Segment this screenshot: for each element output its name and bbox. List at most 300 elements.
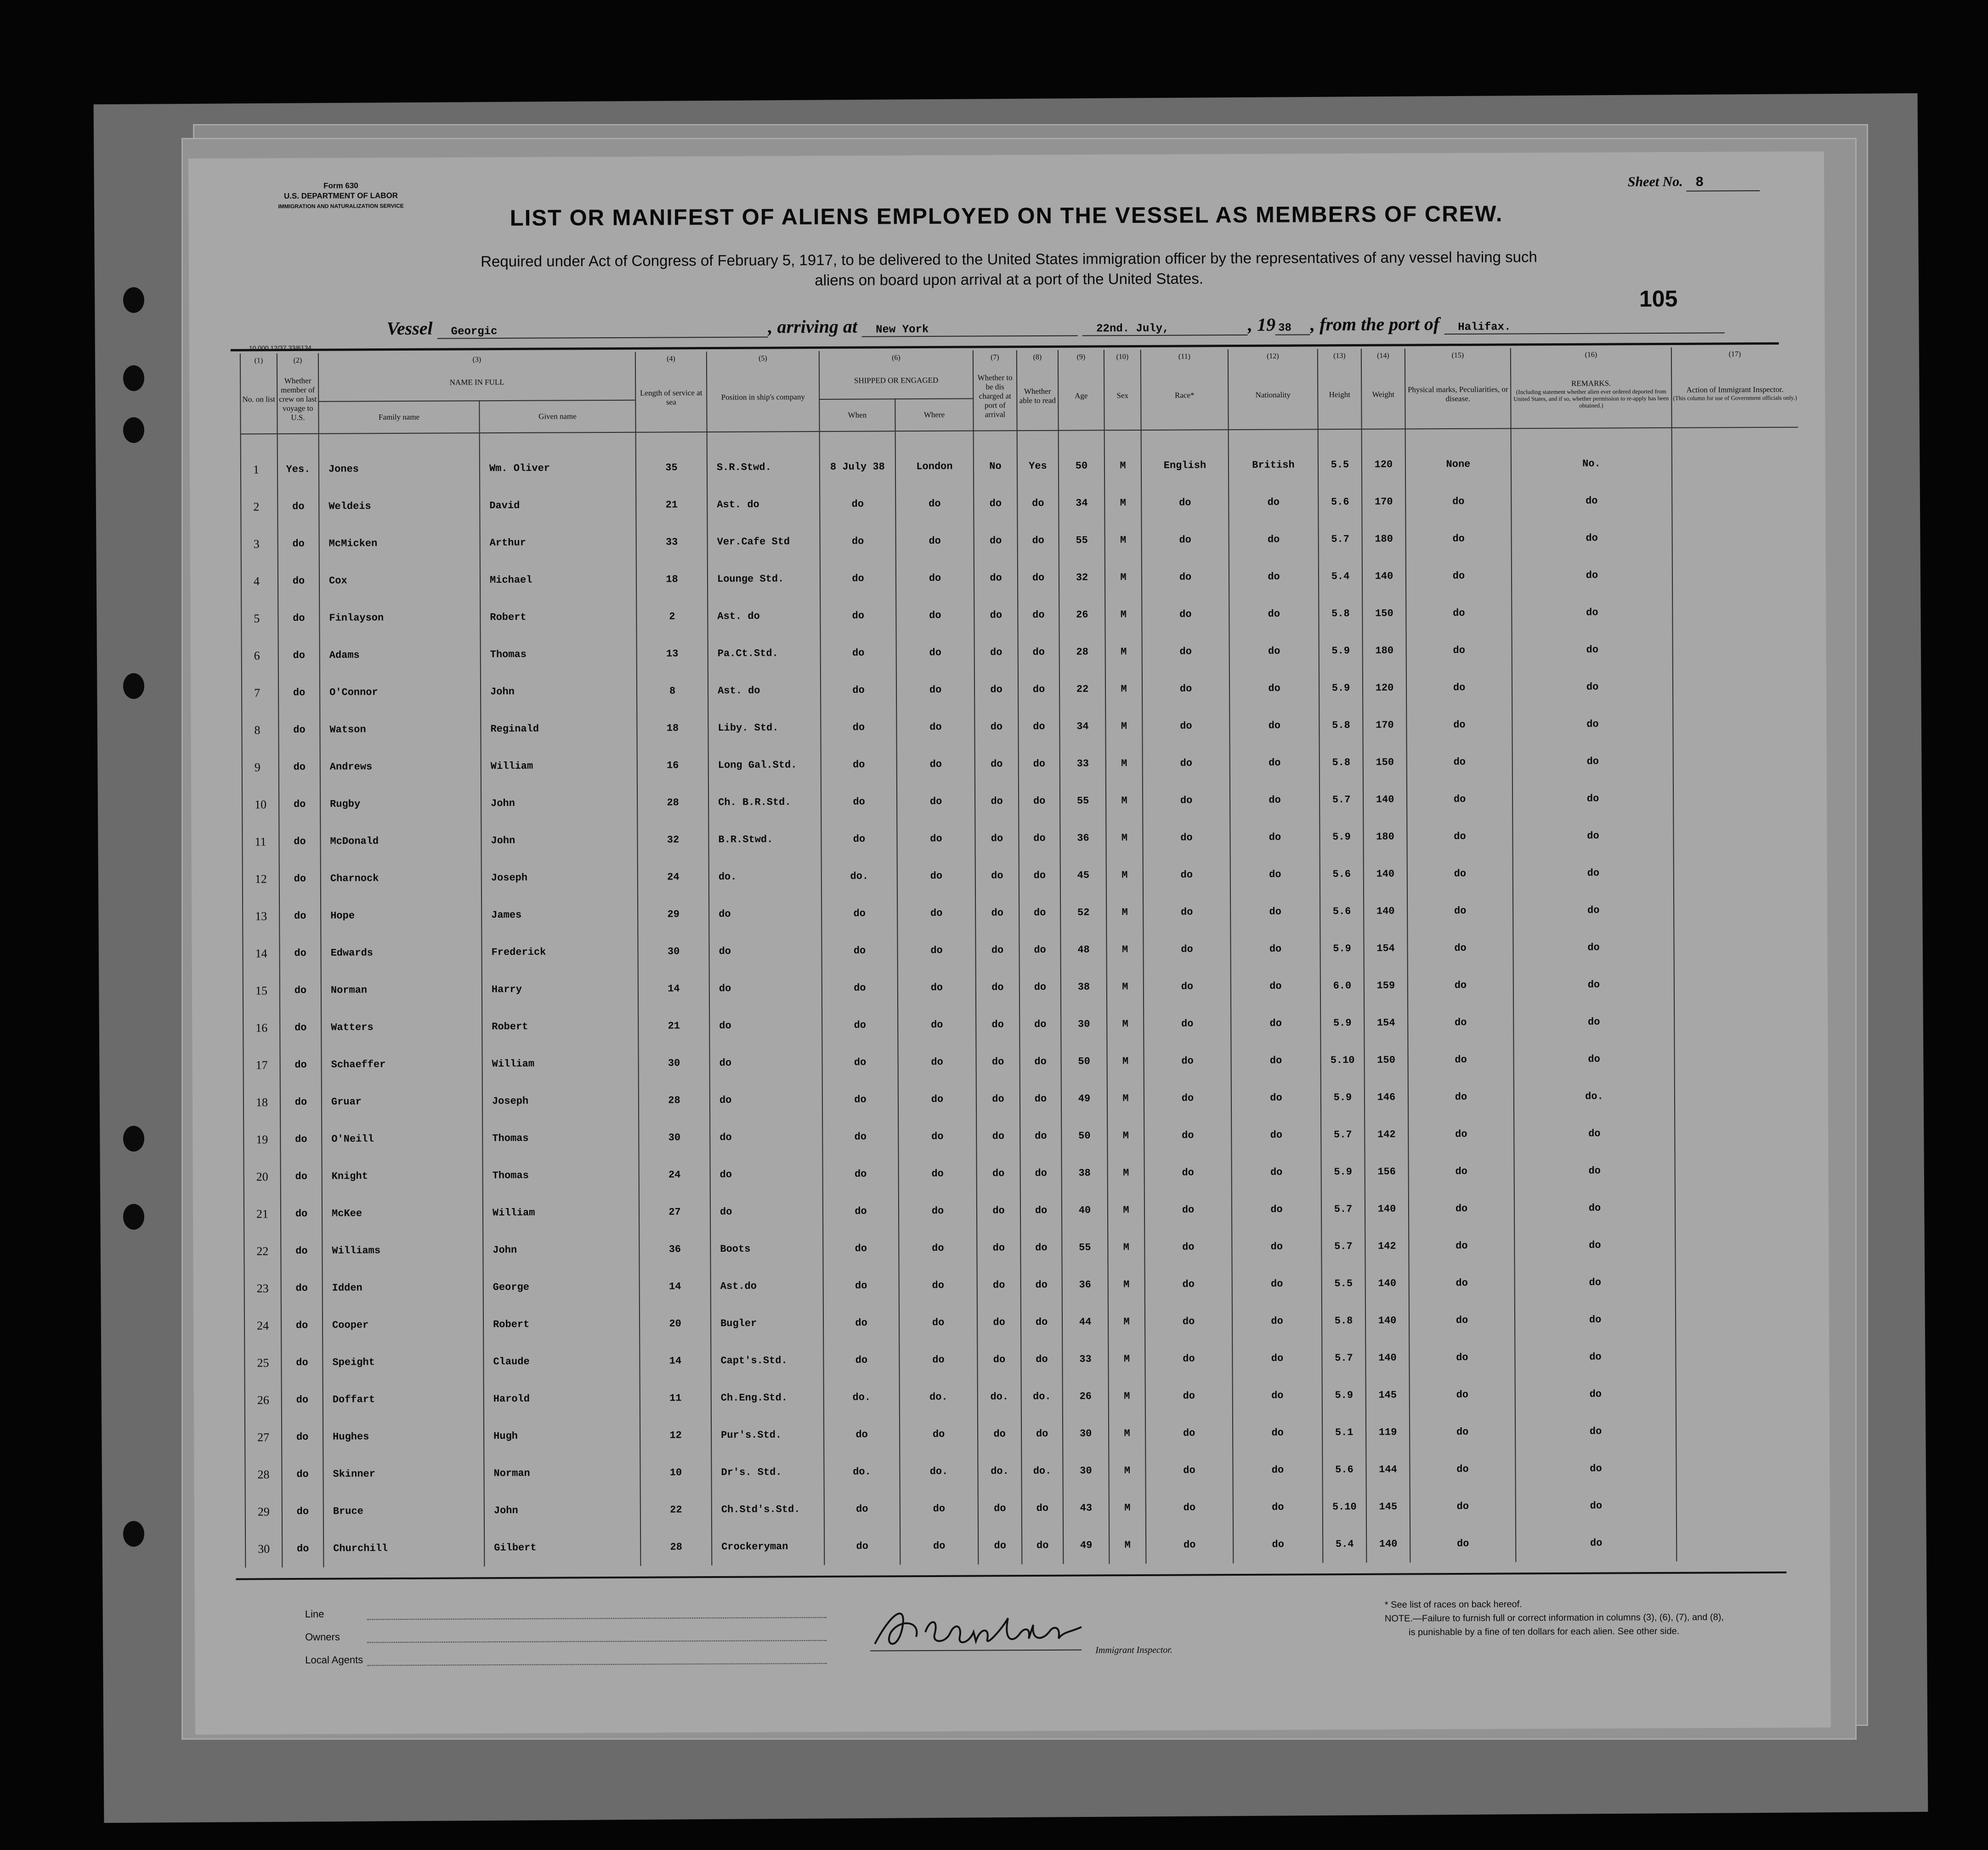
position-cell: S.R.Stwd. bbox=[707, 431, 820, 486]
family-name-cell: Doffart bbox=[323, 1380, 484, 1419]
remarks-cell: do bbox=[1514, 1189, 1675, 1227]
age-cell: 50 bbox=[1059, 430, 1105, 484]
discharged-cell: do bbox=[974, 708, 1018, 745]
crew-row bbox=[243, 965, 1801, 1010]
shipped-when-cell: do bbox=[823, 1192, 899, 1230]
sex-cell: M bbox=[1106, 894, 1143, 931]
prior-voyage-cell: do bbox=[278, 711, 320, 749]
nationality-cell: do bbox=[1230, 744, 1320, 782]
able-to-read-cell: do bbox=[1021, 1341, 1062, 1378]
family-name-cell: O'Connor bbox=[320, 673, 481, 711]
discharged-cell: do bbox=[974, 485, 1017, 522]
col-num-13: (13) bbox=[1318, 349, 1361, 361]
race-cell: do bbox=[1144, 1228, 1232, 1266]
service-length-cell: 30 bbox=[638, 933, 709, 970]
physical-marks-cell: do bbox=[1405, 482, 1511, 520]
remarks-cell: do bbox=[1512, 594, 1672, 632]
shipped-where-cell: do bbox=[896, 560, 974, 597]
weight-cell: 142 bbox=[1365, 1116, 1408, 1153]
row-number-cell: 11 bbox=[242, 823, 279, 860]
able-to-read-cell: do bbox=[1020, 1155, 1061, 1192]
arriving-label: , arriving at bbox=[768, 316, 858, 337]
race-cell: do bbox=[1141, 521, 1229, 559]
inspector-action-cell bbox=[1675, 1189, 1801, 1226]
position-cell: do bbox=[709, 895, 821, 933]
shipped-where-cell: do bbox=[898, 1155, 976, 1193]
age-cell: 50 bbox=[1061, 1117, 1107, 1154]
prior-voyage-cell: do bbox=[282, 1381, 323, 1419]
able-to-read-cell: do bbox=[1019, 894, 1060, 931]
position-cell: Ast. do bbox=[708, 672, 821, 709]
height-cell: 5.6 bbox=[1320, 856, 1364, 893]
shipped-where-cell: do bbox=[899, 1304, 977, 1342]
family-name-cell: Skinner bbox=[323, 1455, 484, 1493]
able-to-read-cell: do bbox=[1021, 1415, 1063, 1453]
remarks-cell: do bbox=[1512, 668, 1673, 706]
age-cell: 44 bbox=[1062, 1303, 1108, 1340]
height-cell: 5.9 bbox=[1320, 1004, 1364, 1042]
sex-cell: M bbox=[1106, 931, 1143, 968]
inspector-action-cell bbox=[1673, 779, 1800, 817]
discharged-cell: do bbox=[975, 931, 1019, 969]
discharged-cell: do bbox=[978, 1527, 1022, 1564]
prior-voyage-cell: do bbox=[282, 1456, 323, 1493]
crew-row bbox=[245, 1524, 1803, 1568]
form-number: Form 630 bbox=[323, 181, 358, 190]
physical-marks-cell: do bbox=[1408, 1152, 1514, 1190]
age-cell: 55 bbox=[1060, 782, 1106, 819]
shipped-where-cell: do bbox=[897, 820, 975, 858]
given-name-cell: Thomas bbox=[482, 1119, 639, 1157]
inspector-action-cell bbox=[1674, 928, 1800, 966]
family-name-cell: Watters bbox=[321, 1008, 482, 1046]
crew-row bbox=[243, 854, 1800, 898]
shipped-when-cell: do bbox=[822, 1155, 898, 1193]
given-name-cell: Michael bbox=[480, 561, 636, 599]
family-name-cell: Edwards bbox=[321, 934, 481, 972]
prior-voyage-cell: do bbox=[280, 1046, 321, 1084]
race-cell: do bbox=[1142, 633, 1229, 670]
nationality-cell: do bbox=[1230, 893, 1320, 931]
crew-row bbox=[241, 519, 1798, 563]
physical-marks-cell: do bbox=[1405, 520, 1511, 557]
sex-cell: M bbox=[1109, 1489, 1146, 1527]
prior-voyage-cell: do bbox=[280, 1121, 322, 1158]
height-cell: 5.9 bbox=[1319, 632, 1363, 670]
shipped-where-cell: do bbox=[899, 1192, 977, 1230]
shipped-when-cell: do bbox=[821, 783, 897, 821]
service-length-cell: 29 bbox=[638, 896, 709, 933]
physical-marks-cell: do bbox=[1409, 1264, 1515, 1302]
able-to-read-cell: do bbox=[1021, 1266, 1062, 1304]
race-cell: do bbox=[1146, 1489, 1233, 1527]
given-name-cell: John bbox=[484, 1492, 640, 1529]
col-num-5: (5) bbox=[707, 351, 819, 363]
shipped-when-cell: do bbox=[822, 1118, 898, 1156]
height-cell: 5.10 bbox=[1323, 1488, 1366, 1526]
remarks-cell: do bbox=[1516, 1524, 1676, 1562]
race-cell: do bbox=[1143, 893, 1230, 931]
binder-hole bbox=[123, 1521, 144, 1547]
prior-voyage-cell: do bbox=[281, 1195, 322, 1232]
family-name-cell: Finlayson bbox=[319, 599, 480, 637]
height-cell: 5.7 bbox=[1322, 1339, 1365, 1377]
crew-row bbox=[242, 742, 1800, 786]
shipped-where-cell: do bbox=[895, 485, 974, 523]
inspector-action-cell bbox=[1673, 817, 1800, 854]
discharged-cell: do bbox=[978, 1490, 1022, 1527]
physical-marks-cell: do bbox=[1407, 743, 1512, 781]
header-nationality: Nationality bbox=[1228, 361, 1318, 430]
able-to-read-cell: do bbox=[1022, 1527, 1063, 1564]
weight-cell: 120 bbox=[1362, 429, 1406, 483]
family-name-cell: O'Neill bbox=[322, 1120, 482, 1158]
family-name-cell: Hughes bbox=[323, 1418, 484, 1456]
family-name-cell: Speight bbox=[323, 1343, 483, 1381]
shipped-where-cell: do bbox=[899, 1341, 977, 1379]
owners-field bbox=[367, 1640, 827, 1643]
given-name-cell: Gilbert bbox=[484, 1529, 640, 1566]
shipped-when-cell: do bbox=[824, 1527, 900, 1565]
remarks-cell: do bbox=[1516, 1487, 1676, 1525]
remarks-cell: do bbox=[1514, 1115, 1675, 1153]
col-num-16: (16) bbox=[1511, 347, 1671, 360]
height-cell: 5.6 bbox=[1318, 483, 1362, 521]
race-cell: do bbox=[1143, 744, 1230, 782]
family-name-cell: Churchill bbox=[323, 1529, 484, 1567]
row-number-cell: 29 bbox=[245, 1493, 282, 1530]
family-name-cell: Williams bbox=[322, 1231, 483, 1270]
inspector-action-cell bbox=[1676, 1524, 1803, 1561]
shipped-where-cell: do bbox=[897, 783, 975, 821]
shipped-when-cell: do. bbox=[824, 1379, 900, 1416]
remarks-note: (Including statement whether alien ever ordered deported from United States, and if so, whether permission to re-apply has been obtained.) bbox=[1513, 387, 1669, 409]
header-where: Where bbox=[895, 399, 973, 431]
nationality-cell: do bbox=[1230, 930, 1320, 968]
position-cell: do bbox=[709, 932, 821, 970]
prior-voyage-cell: do bbox=[281, 1307, 323, 1344]
shipped-where-cell: do bbox=[899, 1230, 977, 1267]
col-num-11: (11) bbox=[1141, 349, 1228, 362]
crew-row bbox=[242, 668, 1799, 712]
weight-cell: 150 bbox=[1363, 743, 1407, 781]
shipped-where-cell: do bbox=[898, 1081, 976, 1118]
discharged-cell: do bbox=[974, 596, 1018, 634]
age-cell: 45 bbox=[1060, 857, 1106, 894]
age-cell: 49 bbox=[1061, 1080, 1107, 1117]
nationality-cell: do bbox=[1229, 670, 1319, 707]
family-name-cell: Rugby bbox=[320, 785, 481, 823]
shipped-when-cell: do bbox=[821, 709, 896, 746]
row-number-cell: 15 bbox=[243, 972, 280, 1009]
family-name-cell: Adams bbox=[320, 636, 481, 674]
shipped-where-cell: do bbox=[898, 1006, 976, 1044]
age-cell: 22 bbox=[1059, 670, 1105, 708]
weight-cell: 140 bbox=[1364, 855, 1407, 892]
crew-row bbox=[241, 556, 1799, 600]
race-cell: do bbox=[1142, 558, 1229, 596]
race-cell: do bbox=[1143, 819, 1230, 857]
nationality-cell: do bbox=[1229, 521, 1318, 558]
race-cell: do bbox=[1145, 1452, 1233, 1489]
height-cell: 5.9 bbox=[1321, 1153, 1365, 1191]
remarks-cell: do bbox=[1514, 1152, 1675, 1190]
given-name-cell: William bbox=[483, 1194, 639, 1231]
crew-row bbox=[241, 482, 1798, 526]
col-num-2: (2) bbox=[277, 353, 318, 365]
immigrant-inspector-label: Immigrant Inspector. bbox=[1095, 1645, 1172, 1656]
arrival-port: New York bbox=[862, 323, 1078, 337]
row-number-cell: 20 bbox=[244, 1158, 280, 1195]
given-name-cell: William bbox=[481, 747, 637, 785]
shipped-where-cell: do bbox=[898, 969, 976, 1007]
print-code: 10 000 12/37 33/6134 bbox=[249, 344, 312, 352]
header-position: Position in ship's company bbox=[707, 363, 820, 432]
physical-marks-cell: do bbox=[1409, 1301, 1515, 1339]
given-name-cell: Arthur bbox=[480, 524, 636, 562]
weight-cell: 150 bbox=[1364, 1041, 1408, 1078]
race-note: * See list of races on back hereof. bbox=[1384, 1599, 1522, 1610]
discharged-cell: do bbox=[975, 745, 1019, 783]
race-cell: do bbox=[1144, 1005, 1231, 1043]
given-name-cell: Thomas bbox=[482, 1157, 639, 1194]
service-length-cell: 33 bbox=[636, 523, 707, 561]
weight-cell: 170 bbox=[1363, 706, 1406, 743]
remarks-cell: do bbox=[1512, 631, 1673, 669]
age-cell: 48 bbox=[1060, 931, 1106, 968]
inspector-action-cell bbox=[1672, 593, 1799, 631]
arrival-date: 22nd. July, bbox=[1082, 322, 1248, 336]
shipped-where-cell: do bbox=[897, 746, 975, 783]
race-cell: do bbox=[1146, 1526, 1233, 1564]
binder-hole bbox=[123, 417, 144, 443]
document-subtitle bbox=[373, 246, 1645, 292]
age-cell: 30 bbox=[1061, 1005, 1107, 1043]
remarks-cell: do bbox=[1513, 891, 1674, 930]
position-cell: Bugler bbox=[711, 1305, 823, 1342]
weight-cell: 180 bbox=[1363, 632, 1406, 669]
row-number-cell: 3 bbox=[241, 525, 278, 562]
shipped-when-cell: do bbox=[823, 1341, 899, 1379]
height-cell: 5.7 bbox=[1321, 1228, 1365, 1265]
height-cell: 5.10 bbox=[1320, 1042, 1364, 1079]
race-cell: do bbox=[1143, 782, 1230, 819]
col-num-3: (3) bbox=[318, 352, 635, 365]
height-cell: 5.8 bbox=[1319, 707, 1363, 744]
position-cell: do bbox=[710, 1081, 822, 1119]
action-title: Action of Immigrant Inspector. bbox=[1686, 385, 1784, 394]
crew-row bbox=[242, 630, 1799, 675]
row-number-cell: 24 bbox=[244, 1307, 281, 1344]
sex-cell: M bbox=[1105, 670, 1142, 708]
sex-cell: M bbox=[1106, 745, 1143, 782]
service-length-cell: 30 bbox=[639, 1119, 710, 1157]
header-row bbox=[240, 359, 1798, 402]
able-to-read-cell: do bbox=[1022, 1490, 1063, 1527]
shipped-when-cell: do bbox=[822, 1006, 898, 1044]
weight-cell: 140 bbox=[1364, 892, 1407, 930]
height-cell: 5.5 bbox=[1318, 429, 1362, 483]
prior-voyage-cell: do bbox=[280, 972, 321, 1009]
nationality-cell: do bbox=[1233, 1488, 1323, 1526]
physical-marks-cell: do bbox=[1408, 966, 1513, 1004]
nationality-cell: do bbox=[1233, 1451, 1322, 1489]
inspector-action-cell bbox=[1672, 556, 1799, 594]
manifest-footer bbox=[236, 1572, 1787, 1718]
service-length-cell: 14 bbox=[638, 970, 709, 1008]
shipped-where-cell: do bbox=[900, 1490, 978, 1528]
shipped-where-cell: do bbox=[896, 597, 974, 635]
shipped-where-cell: do bbox=[897, 895, 975, 932]
crew-row bbox=[245, 1412, 1802, 1456]
departure-port: Halifax. bbox=[1444, 320, 1724, 335]
prior-voyage-cell: do bbox=[279, 786, 320, 823]
race-cell: English bbox=[1141, 430, 1229, 484]
position-cell: do bbox=[710, 1118, 822, 1156]
binder-hole bbox=[123, 1204, 144, 1230]
nationality-cell: do bbox=[1229, 632, 1319, 670]
discharged-cell: do bbox=[974, 671, 1018, 708]
inspector-action-cell bbox=[1674, 891, 1800, 929]
service-length-cell: 28 bbox=[637, 784, 708, 822]
able-to-read-cell: do bbox=[1018, 708, 1059, 745]
race-cell: do bbox=[1144, 1154, 1231, 1192]
height-cell: 5.7 bbox=[1320, 781, 1363, 818]
shipped-where-cell: do bbox=[897, 857, 975, 895]
col-num-15: (15) bbox=[1405, 348, 1511, 360]
shipped-when-cell: do bbox=[821, 820, 897, 858]
age-cell: 38 bbox=[1061, 968, 1107, 1005]
service-length-cell: 22 bbox=[640, 1491, 712, 1529]
row-number-cell: 2 bbox=[241, 488, 278, 525]
row-number-cell: 1 bbox=[241, 434, 278, 488]
height-cell: 5.7 bbox=[1321, 1116, 1365, 1153]
nationality-cell: do bbox=[1233, 1526, 1323, 1563]
service-length-cell: 35 bbox=[636, 432, 708, 487]
row-number-cell: 18 bbox=[244, 1084, 280, 1121]
family-name-cell: Bruce bbox=[323, 1492, 484, 1530]
service-length-cell: 24 bbox=[639, 1156, 710, 1194]
service-length-cell: 27 bbox=[639, 1193, 710, 1231]
height-cell: 5.7 bbox=[1318, 521, 1362, 558]
col-num-4: (4) bbox=[635, 352, 707, 364]
position-cell: do. bbox=[709, 858, 821, 896]
shipped-where-cell: do bbox=[900, 1416, 978, 1453]
row-number-cell: 21 bbox=[244, 1195, 281, 1232]
crew-row bbox=[244, 1300, 1802, 1345]
height-cell: 5.7 bbox=[1321, 1191, 1365, 1228]
physical-marks-cell: do bbox=[1406, 706, 1512, 743]
service-length-cell: 21 bbox=[638, 1007, 709, 1045]
able-to-read-cell: do bbox=[1018, 671, 1059, 708]
age-cell: 30 bbox=[1063, 1452, 1109, 1489]
weight-cell: 140 bbox=[1363, 781, 1407, 818]
crew-row bbox=[245, 1449, 1802, 1493]
header-family-name: Family name bbox=[318, 401, 479, 434]
family-name-cell: McDonald bbox=[320, 822, 481, 860]
sex-cell: M bbox=[1107, 1005, 1144, 1043]
nationality-cell: do bbox=[1229, 558, 1319, 596]
inspector-action-cell bbox=[1676, 1338, 1802, 1375]
remarks-cell: do bbox=[1512, 743, 1673, 781]
inspector-action-cell bbox=[1673, 742, 1800, 780]
given-name-cell: William bbox=[482, 1045, 638, 1083]
given-name-cell: Wm. Oliver bbox=[480, 432, 636, 487]
able-to-read-cell: do bbox=[1018, 634, 1059, 671]
remarks-cell: do bbox=[1515, 1338, 1676, 1376]
given-name-cell: Harold bbox=[484, 1380, 640, 1418]
position-cell: do bbox=[710, 1193, 823, 1231]
from-port-label: , from the port of bbox=[1310, 313, 1440, 335]
prior-voyage-cell: do bbox=[278, 488, 319, 525]
col-num-17: (17) bbox=[1671, 347, 1798, 359]
manifest-sheet bbox=[188, 151, 1831, 1735]
prior-voyage-cell: do bbox=[282, 1419, 323, 1456]
height-cell: 5.9 bbox=[1322, 1377, 1366, 1414]
sex-cell: M bbox=[1104, 430, 1142, 484]
nationality-cell: do bbox=[1233, 1414, 1322, 1452]
given-name-cell: George bbox=[483, 1268, 640, 1306]
binder-hole bbox=[123, 287, 144, 313]
nationality-cell: do bbox=[1232, 1191, 1321, 1228]
col-num-14: (14) bbox=[1361, 348, 1405, 360]
age-cell: 36 bbox=[1062, 1266, 1108, 1303]
family-name-cell: Knight bbox=[322, 1157, 482, 1195]
physical-marks-cell: do bbox=[1408, 1078, 1514, 1116]
height-cell: 5.6 bbox=[1322, 1451, 1366, 1488]
family-name-cell: McKee bbox=[322, 1194, 483, 1232]
crew-row bbox=[244, 1114, 1801, 1158]
able-to-read-cell: do bbox=[1017, 522, 1059, 559]
row-number-cell: 12 bbox=[243, 860, 279, 897]
shipped-when-cell: do bbox=[820, 560, 896, 597]
discharged-cell: do bbox=[976, 1006, 1019, 1043]
position-cell: Pa.Ct.Std. bbox=[708, 635, 821, 672]
binder-hole bbox=[123, 365, 144, 391]
age-cell: 30 bbox=[1063, 1415, 1109, 1452]
service-length-cell: 14 bbox=[640, 1268, 711, 1305]
age-cell: 33 bbox=[1060, 745, 1106, 782]
age-cell: 50 bbox=[1061, 1043, 1107, 1080]
sex-cell: M bbox=[1106, 782, 1143, 819]
inspector-action-cell bbox=[1676, 1449, 1802, 1487]
shipped-where-cell: do bbox=[899, 1267, 977, 1305]
remarks-cell: do bbox=[1512, 817, 1673, 855]
crew-row bbox=[244, 1189, 1801, 1233]
height-cell: 5.1 bbox=[1322, 1414, 1366, 1451]
prior-voyage-cell: do bbox=[278, 637, 320, 674]
sex-cell: M bbox=[1108, 1229, 1144, 1266]
weight-cell: 140 bbox=[1362, 557, 1406, 595]
remarks-cell: do bbox=[1511, 482, 1672, 520]
inspector-action-cell bbox=[1674, 854, 1800, 891]
crew-row bbox=[244, 1226, 1801, 1270]
vessel-label: Vessel bbox=[386, 318, 433, 339]
physical-marks-cell: do bbox=[1410, 1376, 1515, 1413]
physical-marks-cell: do bbox=[1406, 631, 1512, 669]
able-to-read-cell: do. bbox=[1021, 1378, 1063, 1415]
remarks-cell: do bbox=[1515, 1264, 1676, 1302]
weight-cell: 140 bbox=[1366, 1525, 1410, 1562]
position-cell: Long Gal.Std. bbox=[708, 746, 821, 784]
discharged-cell: do bbox=[977, 1192, 1020, 1229]
height-cell: 5.6 bbox=[1320, 893, 1364, 930]
able-to-read-cell: do bbox=[1019, 783, 1060, 820]
nationality-cell: do bbox=[1229, 707, 1319, 744]
sheet-number bbox=[1628, 174, 1760, 192]
weight-cell: 142 bbox=[1365, 1227, 1409, 1265]
given-name-cell: Thomas bbox=[481, 636, 637, 673]
